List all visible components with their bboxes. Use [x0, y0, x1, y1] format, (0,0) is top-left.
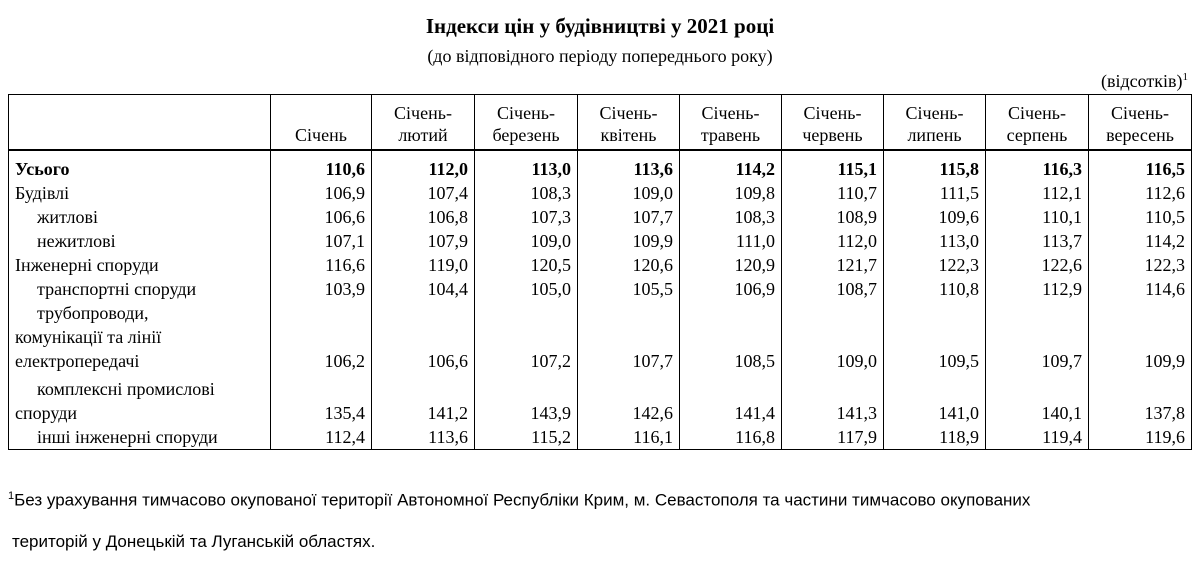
value-cell: 113,0 [884, 229, 986, 253]
value-cell: 108,9 [782, 205, 884, 229]
value-cell: 105,0 [475, 277, 578, 301]
value-cell: 120,5 [475, 253, 578, 277]
value-cell: 115,2 [475, 425, 578, 450]
value-cell: 142,6 [578, 373, 680, 425]
value-cell: 106,6 [271, 205, 372, 229]
row-label-line: комплексні промислові [37, 379, 215, 399]
col-header-line2: Січень [295, 125, 347, 145]
value-cell: 113,6 [372, 425, 475, 450]
col-header [271, 95, 372, 151]
value-cell: 108,5 [680, 301, 782, 373]
value-cell: 104,4 [372, 277, 475, 301]
row-label: нежитлові [9, 229, 271, 253]
value-cell: 116,1 [578, 425, 680, 450]
value-cell: 111,0 [680, 229, 782, 253]
value-cell: 109,0 [475, 229, 578, 253]
value-cell: 120,9 [680, 253, 782, 277]
value-cell: 106,9 [271, 181, 372, 205]
table-row [9, 181, 1192, 205]
footnote-text-line1: Без урахування тимчасово окупованої території Автономної Республіки Крим, м. Севастополя та частини тимчасово окупованих [14, 490, 1031, 510]
value-cell: 109,7 [986, 301, 1089, 373]
row-label: Будівлі [9, 181, 271, 205]
row-label-line: електропередачі [15, 351, 140, 371]
value-cell: 122,3 [884, 253, 986, 277]
value-cell: 106,6 [372, 301, 475, 373]
col-header-line1: Січень- [497, 103, 555, 123]
value-cell: 113,6 [578, 150, 680, 181]
col-header-line1: Січень- [1111, 103, 1169, 123]
value-cell: 107,7 [578, 301, 680, 373]
col-header [1089, 95, 1192, 151]
value-cell: 109,8 [680, 181, 782, 205]
col-header [578, 95, 680, 151]
footnote-line1 [8, 486, 1193, 511]
value-cell: 119,4 [986, 425, 1089, 450]
col-header [782, 95, 884, 151]
col-header [986, 95, 1089, 151]
value-cell: 107,1 [271, 229, 372, 253]
footnote-text-line2: територій у Донецькій та Луганській областях. [12, 532, 376, 551]
value-cell: 141,2 [372, 373, 475, 425]
row-label-line: споруди [15, 403, 78, 423]
value-cell: 120,6 [578, 253, 680, 277]
col-header-line2: квітень [600, 125, 657, 145]
table-row [9, 253, 1192, 277]
col-header-line2: травень [700, 125, 761, 145]
row-label: Інженерні споруди [9, 253, 271, 277]
value-cell: 122,6 [986, 253, 1089, 277]
row-label: транспортні споруди [9, 277, 271, 301]
value-cell: 118,9 [884, 425, 986, 450]
value-cell: 107,3 [475, 205, 578, 229]
value-cell: 112,1 [986, 181, 1089, 205]
units-text: (відсотків) [1100, 71, 1183, 91]
value-cell: 106,8 [372, 205, 475, 229]
value-cell: 141,0 [884, 373, 986, 425]
table-row [9, 373, 1192, 425]
value-cell: 114,2 [680, 150, 782, 181]
value-cell: 109,6 [884, 205, 986, 229]
table-row [9, 425, 1192, 450]
value-cell: 103,9 [271, 277, 372, 301]
row-label-line: трубопроводи, [37, 303, 149, 323]
col-header [372, 95, 475, 151]
value-cell: 112,6 [1089, 181, 1192, 205]
col-header-line1: Січень- [599, 103, 658, 123]
value-cell: 116,6 [271, 253, 372, 277]
price-index-table [8, 94, 1192, 450]
col-header-line1: Січень- [803, 103, 862, 123]
value-cell: 115,8 [884, 150, 986, 181]
value-cell: 109,0 [782, 301, 884, 373]
value-cell: 116,8 [680, 425, 782, 450]
value-cell: 112,9 [986, 277, 1089, 301]
col-header-line2: вересень [1106, 125, 1174, 145]
value-cell: 107,4 [372, 181, 475, 205]
header-row [9, 95, 1192, 151]
value-cell: 113,0 [475, 150, 578, 181]
value-cell: 111,5 [884, 181, 986, 205]
value-cell: 116,5 [1089, 150, 1192, 181]
row-label: Усього [9, 150, 271, 181]
value-cell: 114,6 [1089, 277, 1192, 301]
col-header-line1: Січень- [1008, 103, 1066, 123]
value-cell: 112,4 [271, 425, 372, 450]
value-cell: 140,1 [986, 373, 1089, 425]
value-cell: 109,5 [884, 301, 986, 373]
col-header-line2: лютий [398, 125, 448, 145]
value-cell: 115,1 [782, 150, 884, 181]
footnote [8, 486, 1193, 551]
value-cell: 116,3 [986, 150, 1089, 181]
table-row-total [9, 150, 1192, 181]
value-cell: 122,3 [1089, 253, 1192, 277]
col-header [884, 95, 986, 151]
footnote-mark: 1 [8, 490, 15, 502]
value-cell: 137,8 [1089, 373, 1192, 425]
row-label: інші інженерні споруди [9, 425, 271, 450]
value-cell: 112,0 [372, 150, 475, 181]
value-cell: 121,7 [782, 253, 884, 277]
table-row [9, 277, 1192, 301]
col-header-line1: Січень- [394, 103, 452, 123]
value-cell: 109,9 [1089, 301, 1192, 373]
value-cell: 114,2 [1089, 229, 1192, 253]
page-title: Індекси цін у будівництві у 2021 році [425, 14, 775, 38]
row-label-multiline [9, 301, 271, 373]
col-header [475, 95, 578, 151]
table-row [9, 301, 1192, 373]
row-label-line: комунікації та лінії [15, 327, 162, 347]
table-row [9, 205, 1192, 229]
col-header-line2: березень [492, 125, 560, 145]
value-cell: 108,3 [475, 181, 578, 205]
value-cell: 110,6 [271, 150, 372, 181]
value-cell: 108,7 [782, 277, 884, 301]
value-cell: 107,9 [372, 229, 475, 253]
value-cell: 107,7 [578, 205, 680, 229]
value-cell: 119,6 [1089, 425, 1192, 450]
page-subtitle: (до відповідного періоду попереднього року) [427, 46, 773, 66]
value-cell: 113,7 [986, 229, 1089, 253]
value-cell: 141,4 [680, 373, 782, 425]
row-label-multiline [9, 373, 271, 425]
table-row [9, 229, 1192, 253]
col-header-line1: Січень- [905, 103, 964, 123]
col-header-line2: серпень [1006, 125, 1068, 145]
col-header-line2: червень [802, 125, 863, 145]
value-cell: 112,0 [782, 229, 884, 253]
value-cell: 107,2 [475, 301, 578, 373]
value-cell: 105,5 [578, 277, 680, 301]
value-cell: 110,7 [782, 181, 884, 205]
value-cell: 109,0 [578, 181, 680, 205]
col-header [680, 95, 782, 151]
value-cell: 119,0 [372, 253, 475, 277]
value-cell: 110,5 [1089, 205, 1192, 229]
value-cell: 108,3 [680, 205, 782, 229]
value-cell: 141,3 [782, 373, 884, 425]
value-cell: 110,8 [884, 277, 986, 301]
value-cell: 106,2 [271, 301, 372, 373]
value-cell: 143,9 [475, 373, 578, 425]
row-label: житлові [9, 205, 271, 229]
header-empty-cell [9, 95, 271, 151]
units-footnote-mark: 1 [1182, 71, 1188, 83]
value-cell: 117,9 [782, 425, 884, 450]
value-cell: 110,1 [986, 205, 1089, 229]
col-header-line1: Січень- [701, 103, 760, 123]
value-cell: 106,9 [680, 277, 782, 301]
col-header-line2: липень [907, 125, 962, 145]
value-cell: 135,4 [271, 373, 372, 425]
value-cell: 109,9 [578, 229, 680, 253]
units-label [1101, 71, 1188, 92]
